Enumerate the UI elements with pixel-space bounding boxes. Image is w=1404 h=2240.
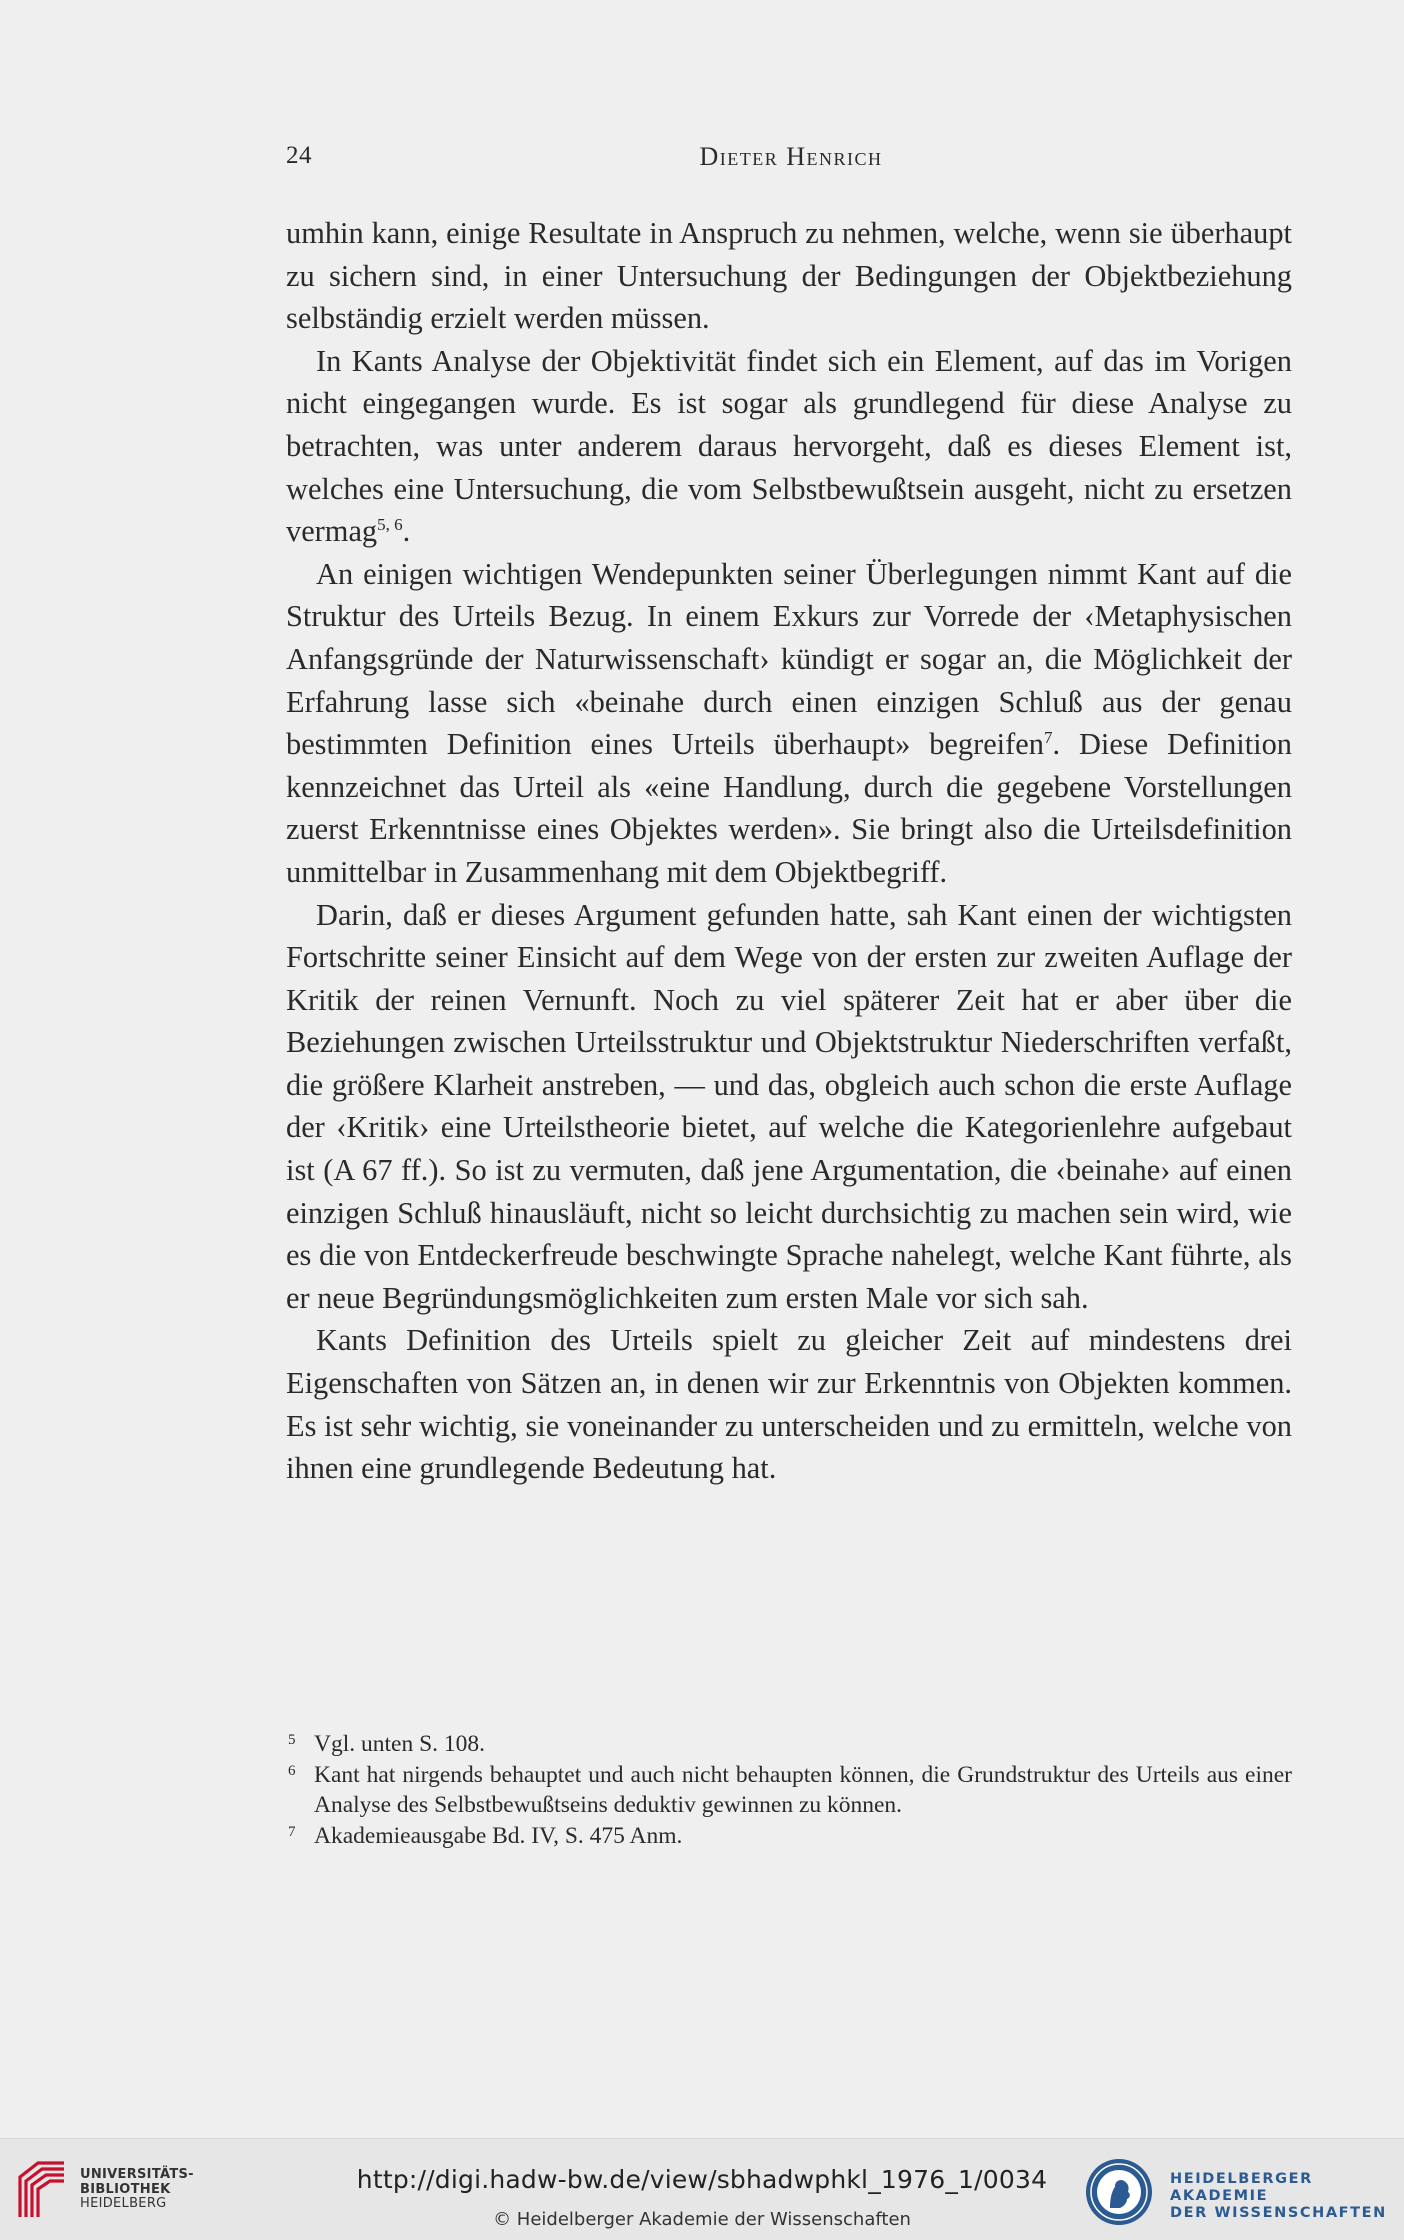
academy-seal-icon[interactable] (1083, 2156, 1155, 2228)
body-text (286, 212, 1292, 1490)
paragraph-1: umhin kann, einige Resultate in Anspruch zu nehmen, welche, wenn sie überhaupt zu sichern sind, in einer Untersuchung der Bedingungen der Objektbeziehung selbständig erzielt werden müssen. (286, 216, 1292, 336)
footnote-text: Vgl. unten S. 108. (314, 1731, 486, 1757)
paragraph-5: Kants Definition des Urteils spielt zu gleicher Zeit auf mindestens drei Eigenschaften von Sätzen an, in denen wir zur Erkenntnis von Objekten kommen. Es ist sehr wichtig, sie voneinander zu unterscheiden und zu ermitteln, welche von ihnen eine grundlegende Bedeutung hat. (286, 1323, 1292, 1486)
paragraph-3: An einigen wichtigen Wendepunkten seiner Überlegungen nimmt Kant auf die Struktur des Urteils Bezug. In einem Exkurs zur Vorrede der ‹Metaphysischen Anfangsgründe der Naturwissenschaft› kündigt er sogar an, die Möglichkeit der Erfahrung lasse sich «beinahe durch einen einzigen Schluß aus der genau bestimmten Definition eines Urteils überhaupt» begreifen$^7$. Diese Definition kennzeichnet das Urteil als «eine Handlung, durch die gegebene Vorstellungen zuerst Erkenntnisse eines Objektes werden». Sie bringt also die Urteilsdefinition unmittelbar in Zusammenhang mit dem Objektbegriff. (286, 556, 1292, 889)
paragraph-4: Darin, daß er dieses Argument gefunden hatte, sah Kant einen der wichtigsten Fortschritte seiner Einsicht auf dem Wege von der ersten zur zweiten Auflage der Kritik der reinen Vernunft. Noch zu viel späterer Zeit hat er aber über die Beziehungen zwischen Urteilsstruktur und Objektstruktur Niederschriften verfaßt, die größere Klarheit anstreben, — und das, obgleich auch schon die erste Auflage der ‹Kritik› eine Urteilstheorie bietet, auf welche die Kategorienlehre aufgebaut ist (A 67 ff.). So ist zu vermuten, daß jene Argumentation, die ‹beinahe› auf einen einzigen Schluß hinausläuft, nicht so leicht durchsichtig zu machen sein wird, wie es die von Entdeckerfreude beschwingte Sprache nahelegt, welche Kant führte, als er neue Begründungsmöglichkeiten zum ersten Male vor sich sah. (286, 897, 1292, 1315)
footnote-number: 5 (288, 1732, 296, 1748)
footnote (286, 1760, 1292, 1821)
footnote (286, 1821, 1292, 1852)
footnote-number: 6 (288, 1762, 296, 1779)
footnote-text: Akademieausgabe Bd. IV, S. 475 Anm. (314, 1822, 683, 1849)
footnote-text: Kant hat nirgends behauptet und auch nicht behaupten können, die Grundstruktur des Urteils aus einer Analyse des Selbstbewußtseins deduktiv gewinnen zu können. (314, 1761, 1292, 1818)
footnote-ref[interactable]: 5, 6 (377, 515, 403, 535)
running-title: Dieter Henrich (699, 142, 883, 171)
page-number: 24 (286, 142, 312, 169)
academy-name: HEIDELBERGER AKADEMIE DER WISSENSCHAFTEN (1170, 2171, 1387, 2221)
footnotes (286, 1729, 1292, 1851)
copyright-notice: © Heidelberger Akademie der Wissenschaften (493, 2209, 911, 2230)
footnote-ref[interactable]: 7 (1043, 728, 1053, 747)
footer-bar (0, 2138, 1404, 2240)
paragraph-2: In Kants Analyse der Objektivität findet sich ein Element, auf das im Vorigen nicht eingegangen wurde. Es ist sogar als grundlegend für diese Analyse zu betrachten, was unter anderem daraus hervorgeht, daß es dieses Element ist, welches eine Untersuchung, die vom Selbstbewußtsein ausgeht, nicht zu ersetzen vermag$^{5, 6}$. (286, 343, 1292, 549)
footnote (286, 1729, 1292, 1760)
page-header (286, 138, 1296, 178)
permalink-link[interactable]: http://digi.hadw-bw.de/view/sbhadwphkl_1976_1/0034 (356, 2165, 1048, 2194)
footnote-number: 7 (288, 1823, 296, 1840)
university-library-name: UNIVERSITÄTS- BIBLIOTHEK HEIDELBERG (80, 2167, 194, 2211)
